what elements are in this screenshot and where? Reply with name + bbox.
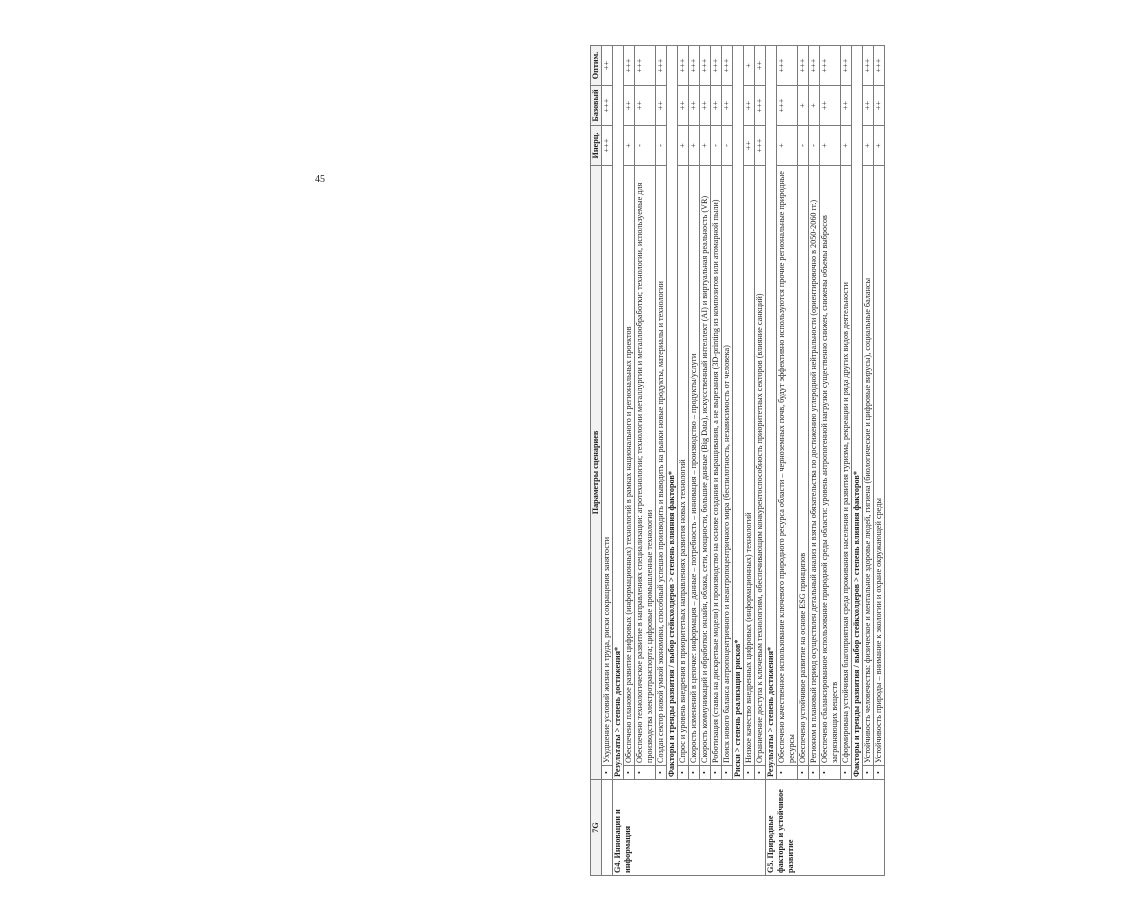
bullet-icon: • — [678, 766, 689, 780]
score-inertial: + — [777, 126, 798, 166]
score-base: ++ — [689, 86, 700, 126]
section-row — [766, 46, 777, 876]
section-heading: Факторы и тренды развития / выбор стейкхолдеров > степень влияния факторов* — [667, 46, 678, 780]
parameter-text: Устойчивость природы – внимание к экологии и охране окружающей среды — [874, 166, 885, 766]
rotated-table-wrapper — [590, 46, 1145, 876]
score-inertial: + — [820, 126, 841, 166]
group-cell-empty — [602, 780, 613, 876]
score-inertial: - — [635, 126, 656, 166]
score-inertial: +++ — [602, 126, 613, 166]
score-optimistic: +++ — [656, 46, 667, 86]
score-base: ++ — [711, 86, 722, 126]
bullet-icon: • — [700, 766, 711, 780]
score-base: ++ — [700, 86, 711, 126]
score-optimistic: +++ — [678, 46, 689, 86]
score-optimistic: +++ — [711, 46, 722, 86]
score-optimistic: +++ — [841, 46, 852, 86]
score-inertial: +++ — [755, 126, 766, 166]
bullet-icon: • — [874, 766, 885, 780]
page-number: 45 — [315, 174, 325, 185]
bullet-icon: • — [777, 766, 798, 780]
score-base: +++ — [755, 86, 766, 126]
header-group: 7G — [591, 780, 602, 876]
score-inertial: - — [711, 126, 722, 166]
table-row — [798, 46, 809, 876]
score-optimistic: + — [744, 46, 755, 86]
header-optimistic: Оптим. — [591, 46, 602, 86]
scenario-table — [590, 45, 885, 876]
group-label: G4. Инновации и информация — [613, 780, 766, 876]
table-row — [755, 46, 766, 876]
bullet-icon: • — [635, 766, 656, 780]
parameter-text: Устойчивость человечества: физическое и ментальное здоровье людей, гигиена (биологические и цифровые вирусы), социальные балансы — [863, 166, 874, 766]
parameter-text: Роботизация (ставка на дискретные модели) и производство на основе создания и выращивания, а не вырезания (3D-printing из композитов или атомарной пыли) — [711, 166, 722, 766]
parameter-text: Спрос и уровень внедрения в приоритетных направлениях развития новых технологий — [678, 166, 689, 766]
score-inertial: ++ — [744, 126, 755, 166]
table-row — [874, 46, 885, 876]
score-inertial: + — [678, 126, 689, 166]
table-row — [722, 46, 733, 876]
parameter-text: Регионом в плановый период осуществлен детальный анализ и взяты обязательства по достижению углеродной нейтральности (ориентировочно в 2050-2060 гг.) — [809, 166, 820, 766]
table-row — [635, 46, 656, 876]
bullet-icon: • — [744, 766, 755, 780]
bullet-icon: • — [722, 766, 733, 780]
table-row — [602, 46, 613, 876]
score-base: +++ — [777, 86, 798, 126]
bullet-icon: • — [656, 766, 667, 780]
table-row — [689, 46, 700, 876]
bullet-icon: • — [841, 766, 852, 780]
section-row — [733, 46, 744, 876]
parameter-text: Поиск нового баланса антропоцентричного и неантропоцентричного мира (беспилотность, независимость от человека) — [722, 166, 733, 766]
table-row — [678, 46, 689, 876]
score-base: ++ — [722, 86, 733, 126]
score-base: + — [798, 86, 809, 126]
score-optimistic: +++ — [798, 46, 809, 86]
parameter-text: Скорость коммуникаций и обработки: онлайн, облака, сети, мощности, большие данные (Big Data), искусственный интеллект (AI) и виртуальная реальность (VR) — [700, 166, 711, 766]
bullet-icon: • — [798, 766, 809, 780]
score-inertial: + — [624, 126, 635, 166]
section-heading: Результаты > степень достижения* — [766, 46, 777, 780]
table-row — [820, 46, 841, 876]
parameter-text: Низкое качество внедренных цифровых (информационных) технологий — [744, 166, 755, 766]
score-base: ++ — [841, 86, 852, 126]
score-inertial: + — [841, 126, 852, 166]
bullet-icon: • — [809, 766, 820, 780]
parameter-text: Обеспечено плановое развитие цифровых (информационных) технологий в рамках национального и региональных проектов — [624, 166, 635, 766]
score-optimistic: +++ — [820, 46, 841, 86]
table-row — [777, 46, 798, 876]
bullet-icon: • — [863, 766, 874, 780]
score-optimistic: +++ — [624, 46, 635, 86]
table-header-row — [591, 46, 602, 876]
score-optimistic: ++ — [755, 46, 766, 86]
score-base: ++ — [624, 86, 635, 126]
score-optimistic: +++ — [809, 46, 820, 86]
score-base: ++ — [744, 86, 755, 126]
score-base: ++ — [678, 86, 689, 126]
score-optimistic: ++ — [602, 46, 613, 86]
parameter-text: Ухудшение условий жизни и труда, риски сокращения занятости — [602, 166, 613, 766]
score-base: ++ — [863, 86, 874, 126]
table-row — [700, 46, 711, 876]
score-inertial: - — [722, 126, 733, 166]
section-heading: Риски > степень реализации рисков* — [733, 46, 744, 780]
parameter-text: Обеспечено технологическое развитие в направлениях специализации: агротехнологии; технологии металлургии и металлообработки; технологии, используемые для производства электротранспорта; цифровые промышленные технологии — [635, 166, 656, 766]
bullet-icon: • — [820, 766, 841, 780]
score-inertial: - — [798, 126, 809, 166]
section-row — [852, 46, 863, 876]
table-row — [624, 46, 635, 876]
score-inertial: + — [700, 126, 711, 166]
parameter-text: Ограничение доступа к ключевым технологиям, обеспечивающим конкурентоспособность приоритетных секторов (влияние санкций) — [755, 166, 766, 766]
table-row — [744, 46, 755, 876]
score-inertial: - — [656, 126, 667, 166]
table-row — [841, 46, 852, 876]
bullet-icon: • — [711, 766, 722, 780]
parameter-text: Обеспечено качественное использование ключевого природного ресурса области – черноземных почв, будут эффективно используются прочие региональные природные ресурсы — [777, 166, 798, 766]
table-row — [809, 46, 820, 876]
table-row — [656, 46, 667, 876]
header-parameters: Параметры сценариев — [591, 166, 602, 780]
score-base: +++ — [602, 86, 613, 126]
group-label: G5. Природные факторы и устойчивое развитие — [766, 780, 885, 876]
table-row — [711, 46, 722, 876]
bullet-icon: • — [602, 766, 613, 780]
score-base: ++ — [656, 86, 667, 126]
section-row — [613, 46, 624, 876]
table-body — [602, 46, 885, 876]
score-inertial: + — [863, 126, 874, 166]
score-inertial: + — [874, 126, 885, 166]
parameter-text: Скорость изменений в цепочке: информация – данные – потребность – инновация – производство – продукты/услуги — [689, 166, 700, 766]
parameter-text: Создан сектор новой умной экономики, способный успешно производить и выводить на рынки новые продукты, материалы и технологии — [656, 166, 667, 766]
score-optimistic: +++ — [700, 46, 711, 86]
header-base: Базовый — [591, 86, 602, 126]
score-optimistic: +++ — [777, 46, 798, 86]
parameter-text: Сформирована устойчивая благоприятная среда проживания населения и развития туризма, рекреации и ряда других видов деятельности — [841, 166, 852, 766]
section-row — [667, 46, 678, 876]
score-optimistic: +++ — [863, 46, 874, 86]
parameter-text: Обеспечено устойчивое развитие на основе ESG принципов — [798, 166, 809, 766]
parameter-text: Обеспечено сбалансированное использование природной среды области: уровень антропогенной нагрузки существенно снижен, снижены объемы выбросов загрязняющих веществ — [820, 166, 841, 766]
table-row — [863, 46, 874, 876]
score-optimistic: +++ — [874, 46, 885, 86]
score-base: ++ — [874, 86, 885, 126]
section-heading: Факторы и тренды развития / выбор стейкхолдеров > степень влияния факторов* — [852, 46, 863, 780]
bullet-icon: • — [755, 766, 766, 780]
score-inertial: - — [809, 126, 820, 166]
score-base: ++ — [820, 86, 841, 126]
section-heading: Результаты > степень достижения* — [613, 46, 624, 780]
score-optimistic: +++ — [689, 46, 700, 86]
score-base: + — [809, 86, 820, 126]
score-optimistic: +++ — [722, 46, 733, 86]
score-base: ++ — [635, 86, 656, 126]
score-inertial: + — [689, 126, 700, 166]
bullet-icon: • — [624, 766, 635, 780]
bullet-icon: • — [689, 766, 700, 780]
header-inertial: Инерц. — [591, 126, 602, 166]
score-optimistic: +++ — [635, 46, 656, 86]
